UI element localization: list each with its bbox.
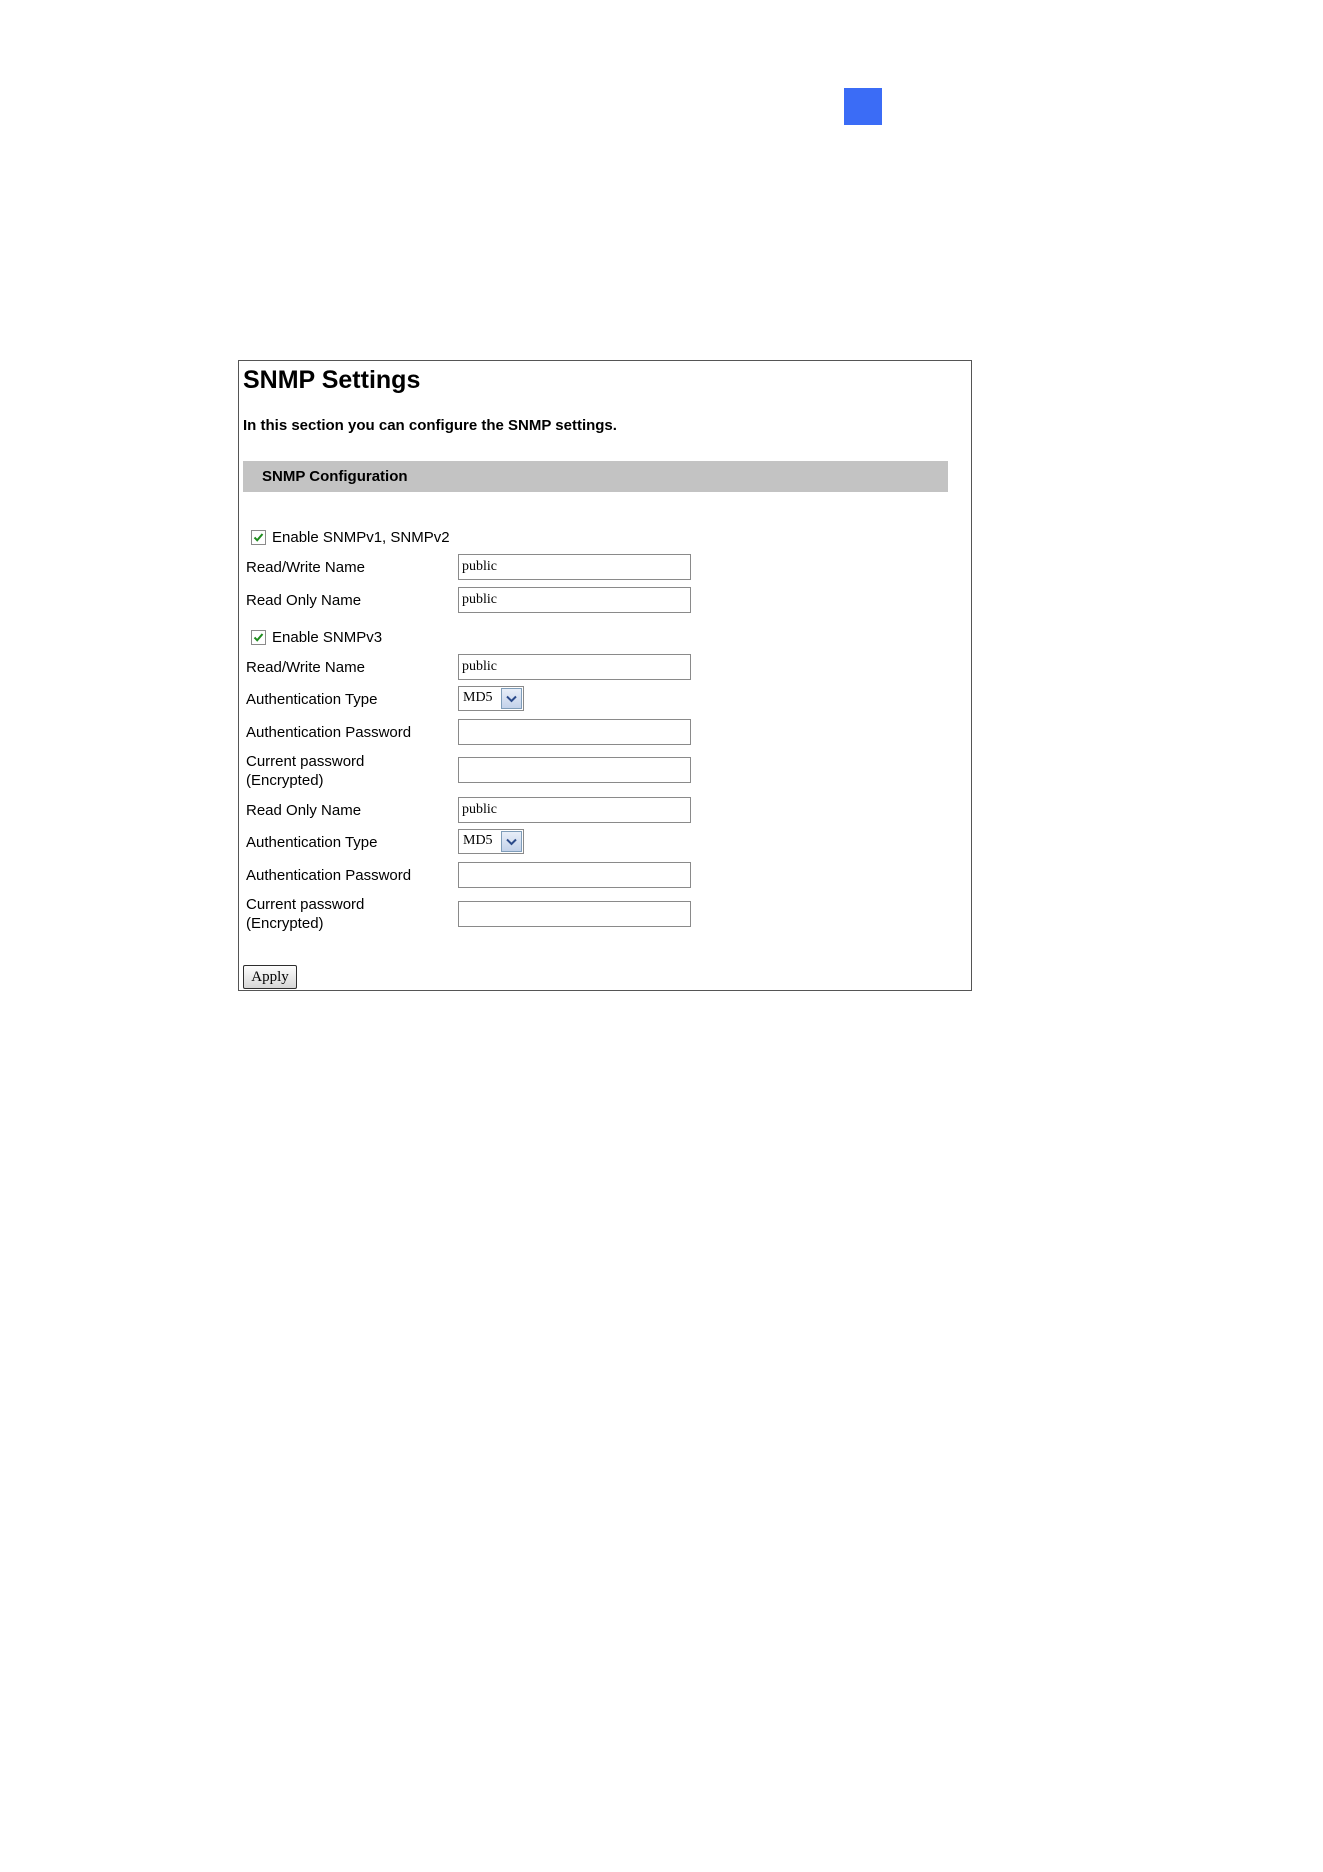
page-intro: In this section you can configure the SNMP settings. — [243, 417, 617, 434]
v3-ro-auth-password-input[interactable] — [458, 862, 691, 888]
enable-snmpv1-v2-checkbox[interactable] — [251, 530, 266, 545]
section-header-bar — [243, 461, 948, 492]
snmp-settings-panel — [238, 360, 972, 991]
v2-read-write-name-input[interactable] — [458, 554, 691, 580]
v3-ro-current-password-label-line2: (Encrypted) — [246, 915, 324, 932]
v3-read-only-name-input[interactable] — [458, 797, 691, 823]
enable-snmpv1-v2-label: Enable SNMPv1, SNMPv2 — [272, 529, 450, 546]
enable-snmpv3-checkbox[interactable] — [251, 630, 266, 645]
v3-rw-current-password-label-line1: Current password — [246, 753, 365, 770]
v2-read-only-name-label: Read Only Name — [246, 592, 362, 609]
v3-ro-auth-password-label: Authentication Password — [246, 867, 412, 884]
v3-rw-auth-type-select[interactable] — [458, 686, 524, 711]
v3-rw-auth-type-label: Authentication Type — [246, 691, 378, 708]
v3-ro-auth-type-select[interactable] — [458, 829, 524, 854]
v3-rw-current-password-label-line2: (Encrypted) — [246, 772, 324, 789]
v3-ro-current-password-input[interactable] — [458, 901, 691, 927]
chevron-down-icon — [506, 695, 517, 703]
v2-read-write-name-label: Read/Write Name — [246, 559, 365, 576]
page-title: SNMP Settings — [243, 366, 421, 394]
chevron-down-icon — [506, 838, 517, 846]
dropdown-arrow-button[interactable] — [501, 688, 522, 709]
v3-rw-auth-password-label: Authentication Password — [246, 724, 412, 741]
dropdown-arrow-button[interactable] — [501, 831, 522, 852]
section-title: SNMP Configuration — [262, 468, 408, 485]
v3-ro-current-password-label-line1: Current password — [246, 896, 365, 913]
checkmark-icon — [253, 532, 264, 543]
apply-button[interactable]: Apply — [243, 965, 297, 989]
checkmark-icon — [253, 632, 264, 643]
v3-ro-auth-type-value: MD5 — [463, 833, 493, 848]
v3-rw-auth-password-input[interactable] — [458, 719, 691, 745]
chapter-tab-marker — [844, 88, 882, 125]
v3-read-write-name-input[interactable] — [458, 654, 691, 680]
v3-read-only-name-label: Read Only Name — [246, 802, 362, 819]
v3-rw-auth-type-value: MD5 — [463, 690, 493, 705]
v3-rw-current-password-input[interactable] — [458, 757, 691, 783]
v3-read-write-name-label: Read/Write Name — [246, 659, 365, 676]
v3-ro-auth-type-label: Authentication Type — [246, 834, 378, 851]
v2-read-only-name-input[interactable] — [458, 587, 691, 613]
enable-snmpv3-label: Enable SNMPv3 — [272, 629, 383, 646]
